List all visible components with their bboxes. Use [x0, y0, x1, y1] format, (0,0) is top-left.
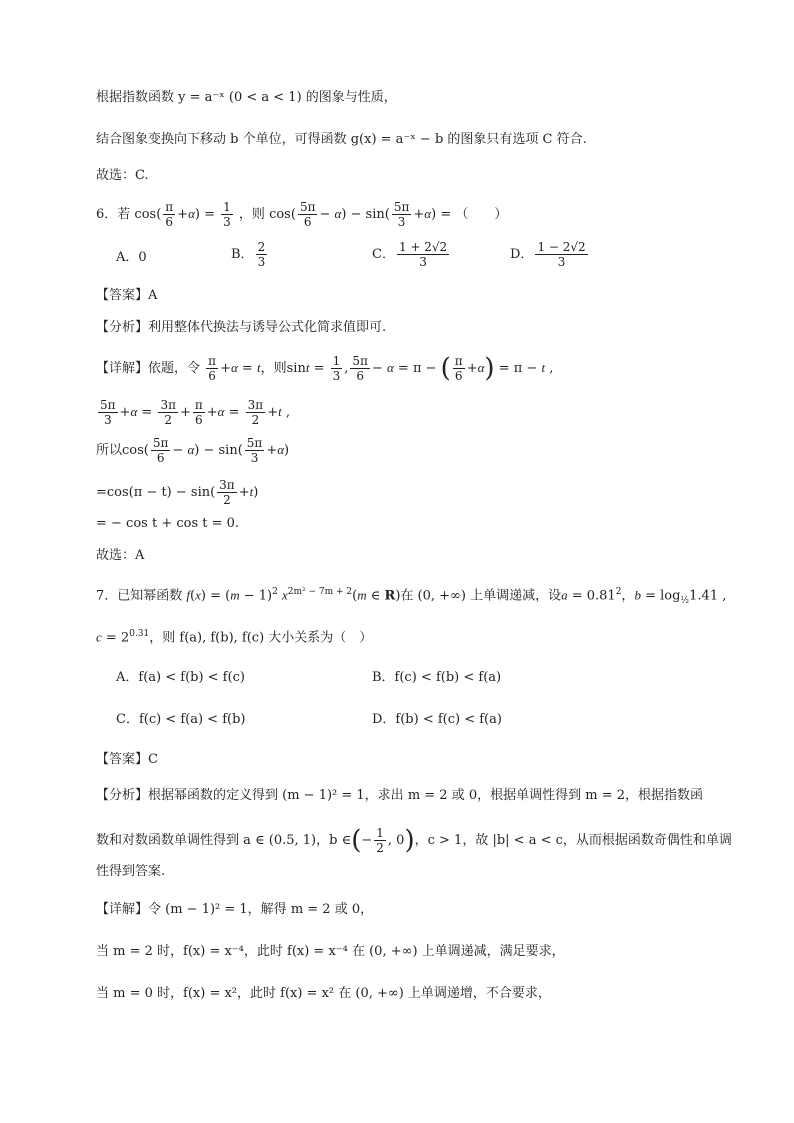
q7-option-a: A．f(a) < f(b) < f(c)	[116, 670, 245, 685]
q6-choice: 故选：A	[96, 548, 145, 563]
q6-detail-4: =cos(π − t) − sin( $\frac{3\pi}{2}$ +t)	[96, 478, 259, 507]
text-line-exp-function: 根据指数函数 y = a⁻ˣ (0 < a < 1) 的图象与性质，	[96, 90, 397, 105]
q6-option-b: B． $\frac{2}{3}$	[231, 240, 266, 269]
q7-option-b: B．f(c) < f(b) < f(a)	[372, 670, 502, 685]
question-6	[96, 200, 507, 229]
q7-answer-tag: 【答案】	[96, 752, 149, 767]
question-7: 7．已知幂函数 $f(x) = (m - 1)^2$ $x^{2m^2 - 7m + 2}(m$ ∈ R)在 (0, +∞) 上单调递减，设$a = 0.81^2$，$b = \log_{\frac{1}{2}}1.41$ ,	[96, 587, 727, 606]
q6-detail-5: = − cos t + cos t = 0.	[96, 516, 240, 531]
q6-detail-1: 【详解】依题，令 $\frac{\pi}{6}$ +α = t，则sint = $\frac{1}{3}$ , $\frac{5\pi}{6}$ − α = π − ( $\frac{\pi}{6}$ +α) = π − t ,	[96, 353, 554, 384]
q6-condition: cos( $\frac{\pi}{6}$ +α) = $\frac{1}{3}$	[134, 200, 231, 229]
q7-answer	[96, 750, 158, 770]
q6-answer-value: A	[148, 288, 158, 303]
question-7-line-2: $c = 2^{0.31}$，则 f(a), f(b), f(c) 大小关系为（ ）	[96, 629, 373, 646]
q6-detail-3: 所以cos( $\frac{5\pi}{6}$ − α) − sin( $\frac{5\pi}{3}$ +α)	[96, 436, 290, 465]
q6-analysis-text: 利用整体代换法与诱导公式化简求值即可.	[148, 320, 387, 335]
q6-option-a: A．0	[116, 250, 147, 265]
q6-expression: cos( $\frac{5\pi}{6}$ − α) − sin( $\frac{5\pi}{3}$ +α) =	[269, 200, 452, 229]
text-line-choice-c: 故选：C.	[96, 168, 149, 183]
q6-detail-2: $\frac{5\pi}{3}$ +α = $\frac{3\pi}{2}$ + $\frac{\pi}{6}$ +α = $\frac{3\pi}{2}$ +t ,	[100, 398, 290, 427]
q6-analysis	[96, 318, 386, 338]
q6-prefix: 6．若	[96, 207, 131, 222]
q7-detail-tag: 【详解】	[96, 902, 149, 917]
q7-answer-value: C	[148, 752, 158, 767]
q6-detail-tag: 【详解】	[96, 361, 149, 376]
q7-detail-2: 当 m = 2 时，f(x) = x⁻⁴，此时 f(x) = x⁻⁴ 在 (0, +∞) 上单调递减，满足要求，	[96, 944, 565, 959]
q6-tail: （ ）	[455, 207, 508, 222]
q7-detail-3: 当 m = 0 时，f(x) = x²，此时 f(x) = x² 在 (0, +∞) 上单调递增，不合要求，	[96, 986, 551, 1001]
q6-answer	[96, 286, 157, 306]
q7-option-d: D．f(b) < f(c) < f(a)	[372, 712, 502, 727]
q6-answer-tag: 【答案】	[96, 288, 149, 303]
q6-analysis-tag: 【分析】	[96, 320, 149, 335]
q7-analysis-3: 性得到答案.	[96, 864, 166, 879]
q7-option-c: C．f(c) < f(a) < f(b)	[116, 712, 246, 727]
q7-analysis-2: 数和对数函数单调性得到 a ∈ (0.5, 1)，b ∈(− $\frac{1}{2}$ , 0)，c > 1，故 |b| < a < c，从而根据函数奇偶性和单调	[96, 825, 732, 856]
q6-option-c: C． $\frac{1 + 2√2}{3}$	[372, 240, 448, 269]
q7-analysis-tag: 【分析】	[96, 788, 149, 803]
q7-analysis-1: 【分析】根据幂函数的定义得到 (m − 1)² = 1，求出 m = 2 或 0，根据单调性得到 m = 2，根据指数函	[96, 788, 703, 803]
q6-option-d: D． $\frac{1 - 2√2}{3}$	[510, 240, 586, 269]
q7-detail-1: 【详解】令 (m − 1)² = 1，解得 m = 2 或 0，	[96, 902, 374, 917]
q6-mid: ，则	[238, 207, 265, 222]
text-line-graph-transform: 结合图象变换向下移动 b 个单位，可得函数 g(x) = a⁻ˣ − b 的图象只有选项 C 符合.	[96, 132, 587, 147]
